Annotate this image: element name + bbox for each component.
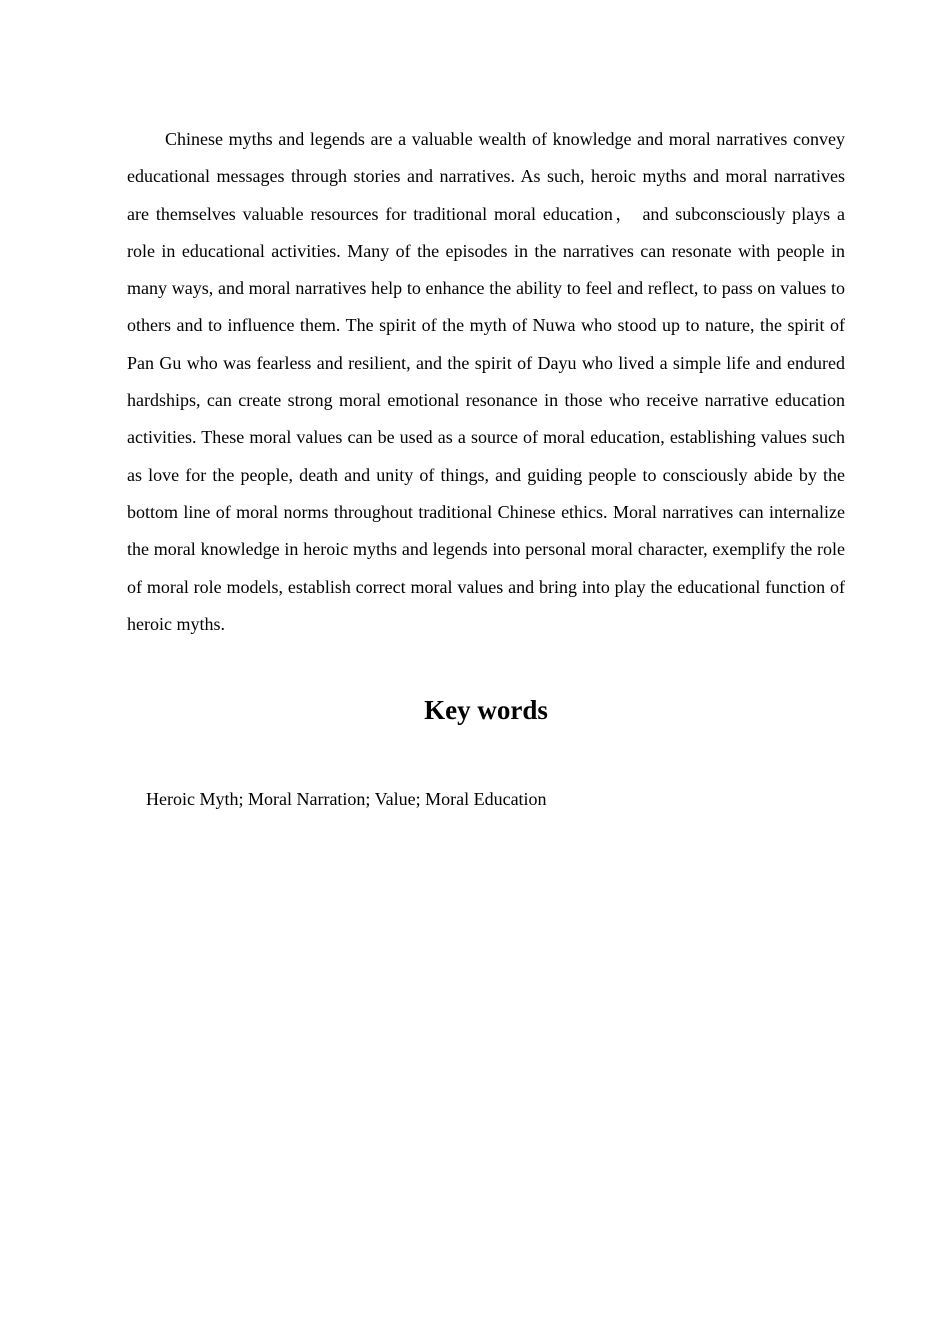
keywords-list: Heroic Myth; Moral Narration; Value; Moral Education xyxy=(146,789,547,809)
abstract-paragraph: Chinese myths and legends are a valuable wealth of knowledge and moral narratives convey educational messages through stories and narratives. As such, heroic myths and moral narratives are themselves valuable resources for traditional moral education， and subconsciously plays a role in educational activities. Many of the episodes in the narratives can resonate with people in many ways, and moral narratives help to enhance the ability to feel and reflect, to pass on values to others and to influence them. The spirit of the myth of Nuwa who stood up to nature, the spirit of Pan Gu who was fearless and resilient, and the spirit of Dayu who lived a simple life and endured hardships, can create strong moral emotional resonance in those who receive narrative education activities. These moral values can be used as a source of moral education, establishing values such as love for the people, death and unity of things, and guiding people to consciously abide by the bottom line of moral norms throughout traditional Chinese ethics. Moral narratives can internalize the moral knowledge in heroic myths and legends into personal moral character, exemplify the role of moral role models, establish correct moral values and bring into play the educational function of heroic myths. xyxy=(127,129,845,634)
keywords-heading: Key words xyxy=(424,695,548,725)
